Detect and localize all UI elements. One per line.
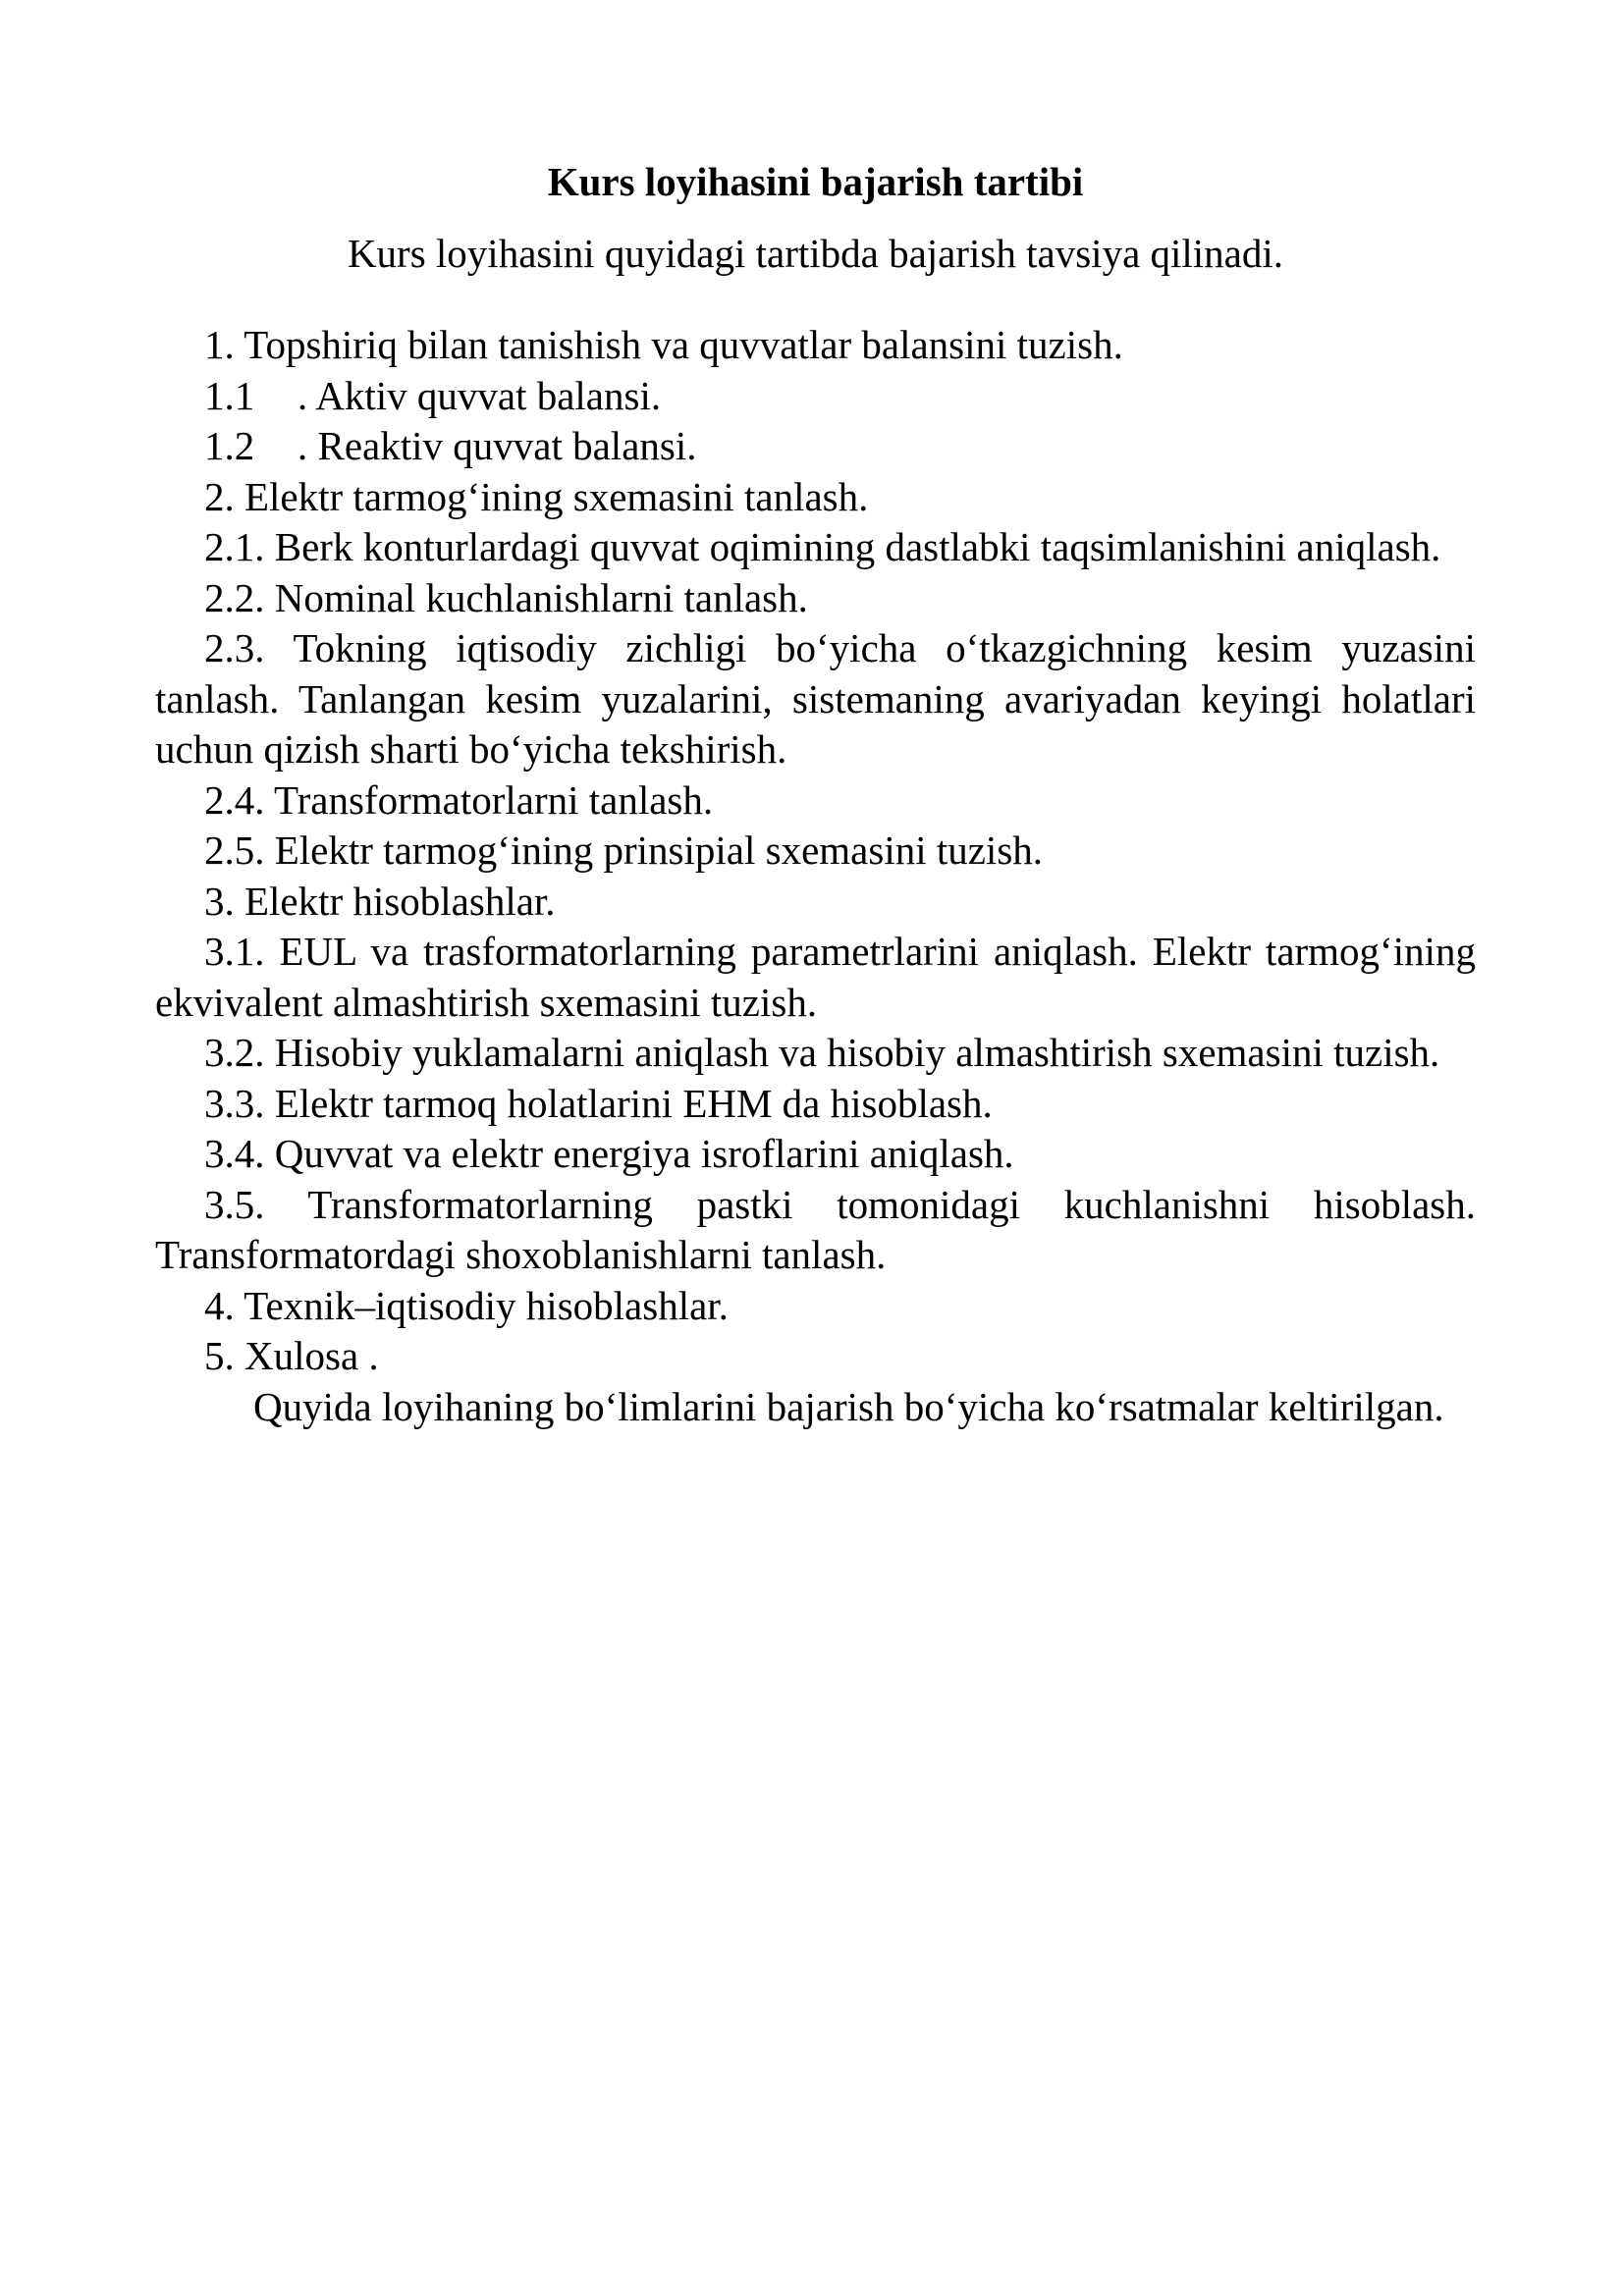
- list-item: 3.2. Hisobiy yuklamalarni aniqlash va hisobiy almashtirish sxemasini tuzish.: [204, 1030, 1440, 1075]
- item-text: . Aktiv quvvat balansi.: [298, 372, 662, 418]
- list-item: 5. Xulosa .: [204, 1333, 379, 1378]
- list-item: [155, 421, 1476, 472]
- list-item: [155, 371, 1476, 422]
- item-text: Topshiriq bilan tanishish va quvvatlar balansini tuzish.: [234, 322, 1123, 367]
- intro-paragraph: Kurs loyihasini quyidagi tartibda bajarish tavsiya qilinadi.: [347, 231, 1284, 276]
- list-item: 2.2. Nominal kuchlanishlarni tanlash.: [204, 574, 808, 620]
- document-page: [155, 147, 1476, 1432]
- task-list: [155, 320, 1476, 1432]
- list-item: 3.3. Elektr tarmoq holatlarini EHM da hisoblash.: [204, 1080, 993, 1126]
- item-number: 1.: [204, 322, 235, 367]
- list-item: 3.5. Transformatorlarning pastki tomonidagi kuchlanishni hisoblash. Transformatordagi shoxoblanishlarni tanlash.: [155, 1181, 1476, 1277]
- list-item: 2.3. Tokning iqtisodiy zichligi bo‘yicha o‘tkazgichning kesim yuzasini tanlash. Tanlangan kesim yuzalarini, sistemaning avariyadan keyingi holatlari uchun qizish sharti bo‘yicha tekshirish.: [155, 625, 1476, 772]
- closing-paragraph: Quyida loyihaning bo‘limlarini bajarish bo‘yicha ko‘rsatmalar keltirilgan.: [253, 1383, 1444, 1429]
- list-item: 2.5. Elektr tarmog‘ining prinsipial sxemasini tuzish.: [204, 828, 1044, 873]
- list-item: 2. Elektr tarmog‘ining sxemasini tanlash.: [204, 473, 869, 519]
- list-item: 2.4. Transformatorlarni tanlash.: [204, 776, 714, 823]
- item-text: . Reaktiv quvvat balansi.: [298, 423, 697, 468]
- item-number: 1.2: [204, 423, 255, 468]
- list-item: 2.1. Berk konturlardagi quvvat oqimining dastlabki taqsimlanishini aniqlash.: [204, 524, 1441, 569]
- list-item: 3.4. Quvvat va elektr energiya isroflarini aniqlash.: [204, 1131, 1014, 1176]
- document-title: Kurs loyihasini bajarish tartibi: [547, 159, 1084, 204]
- item-number: 1.1: [204, 372, 255, 418]
- list-item: 3.1. EUL va trasformatorlarning parametrlarini aniqlash. Elektr tarmog‘ining ekvivalent almashtirish sxemasini tuzish.: [155, 929, 1476, 1025]
- list-item: 3. Elektr hisoblashlar.: [204, 878, 556, 924]
- list-item: [155, 320, 1476, 371]
- list-item: 4. Texnik–iqtisodiy hisoblashlar.: [204, 1282, 729, 1328]
